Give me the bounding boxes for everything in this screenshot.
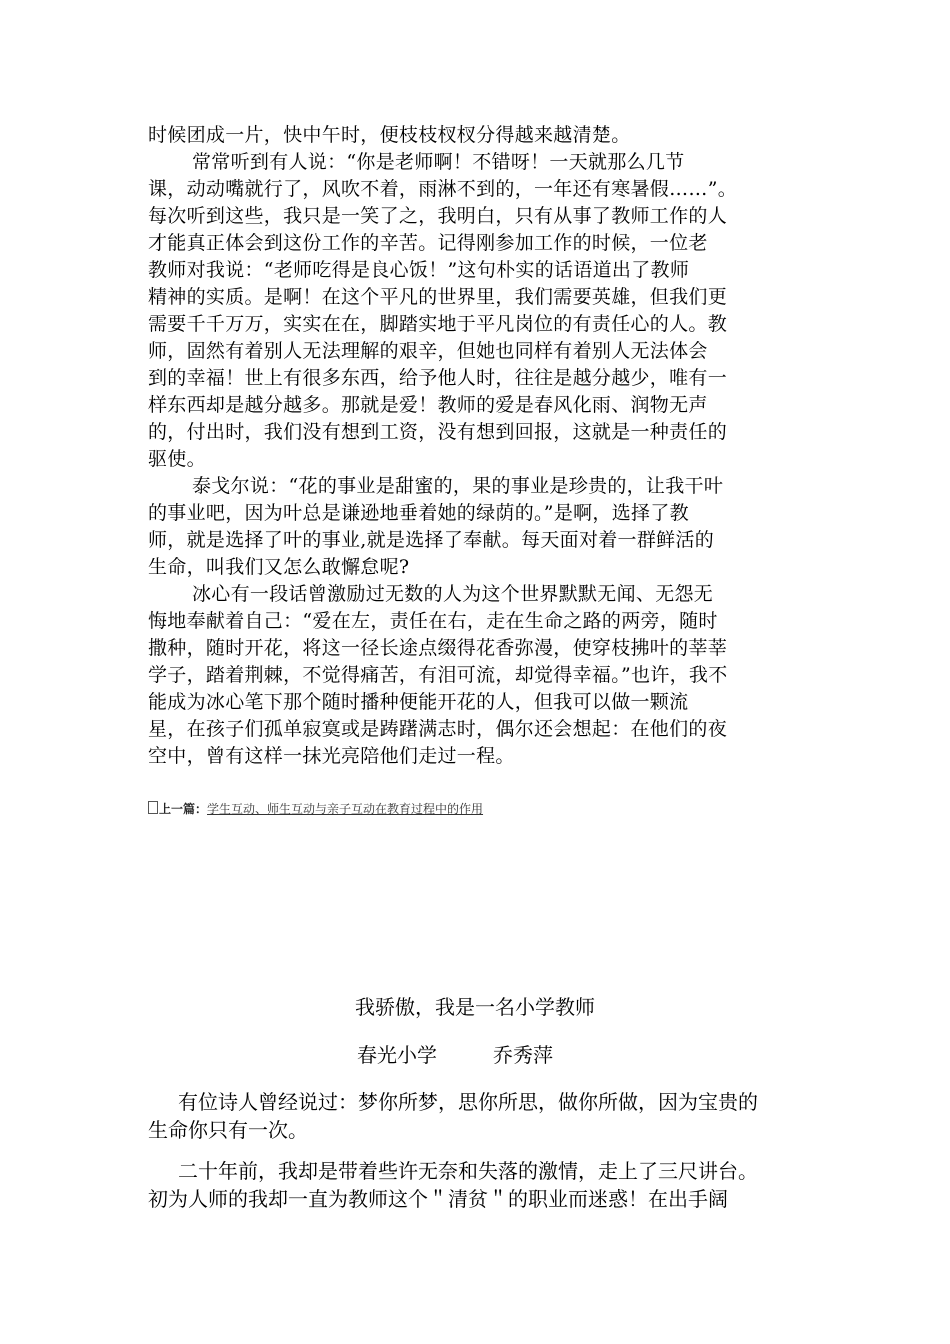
missing-glyph-icon	[148, 801, 158, 814]
text-line: 星，在孩子们孤单寂寞或是踌躇满志时，偶尔还会想起：在他们的夜	[148, 718, 728, 740]
text-line: 精神的实质。是啊！在这个平凡的世界里，我们需要英雄，但我们更	[148, 286, 728, 308]
text-line: 生命你只有一次。	[148, 1118, 308, 1142]
text-line: 需要千千万万，实实在在，脚踏实地于平凡岗位的有责任心的人。教	[148, 313, 728, 335]
text-line: 有位诗人曾经说过：梦你所梦，思你所思，做你所做，因为宝贵的	[178, 1090, 758, 1114]
text-line: 样东西却是越分越多。那就是爱！教师的爱是春风化雨、润物无声	[148, 394, 708, 416]
text-line: 冰心有一段话曾激励过无数的人为这个世界默默无闻、无怨无	[192, 583, 714, 605]
author-name: 乔秀萍	[493, 1043, 553, 1067]
text-line: 到的幸福！世上有很多东西，给予他人时，往往是越分越少，唯有一	[148, 367, 728, 389]
text-line: 每次听到这些，我只是一笑了之，我明白，只有从事了教师工作的人	[148, 205, 728, 227]
text-line: 才能真正体会到这份工作的辛苦。记得刚参加工作的时候，一位老	[148, 232, 708, 254]
school-name: 春光小学	[357, 1043, 437, 1067]
text-line: 的，付出时，我们没有想到工资，没有想到回报，这就是一种责任的	[148, 421, 728, 443]
previous-article-link[interactable]: 学生互动、师生互动与亲子互动在教育过程中的作用	[207, 802, 484, 816]
text-line: 常常听到有人说：“你是老师啊！不错呀！一天就那么几节	[192, 151, 685, 173]
text-line: 能成为冰心笔下那个随时播种便能开花的人，但我可以做一颗流	[148, 691, 689, 713]
text-line: 初为人师的我却一直为教师这个＂清贫＂的职业而迷惑！在出手阔	[148, 1187, 728, 1211]
article-title: 我骄傲，我是一名小学教师	[355, 995, 595, 1019]
paragraph	[148, 1088, 810, 1144]
paragraph	[148, 1157, 810, 1213]
article-body	[148, 122, 808, 770]
text-line: 教师对我说：“老师吃得是良心饭！”这句朴实的话语道出了教师	[148, 259, 690, 281]
author-byline	[357, 1041, 553, 1069]
text-line: 学子，踏着荆棘，不觉得痛苦，有泪可流，却觉得幸福。”也许，我不	[148, 664, 728, 686]
text-line: 的事业吧，因为叶总是谦逊地垂着她的绿荫的。”是啊，选择了教	[148, 502, 689, 524]
text-line: 撒种，随时开花，将这一径长途点缀得花香弥漫，使穿枝拂叶的莘莘	[148, 637, 728, 659]
text-line: 课，动动嘴就行了，风吹不着，雨淋不到的，一年还有寒暑假……”。	[148, 178, 738, 200]
text-line: 生命，叫我们又怎么敢懈怠呢?	[148, 556, 410, 578]
previous-article-label: 上一篇：	[159, 802, 208, 816]
text-line: 悔地奉献着自己：“爱在左，责任在右，走在生命之路的两旁，随时	[148, 610, 718, 632]
previous-article-nav	[148, 800, 483, 818]
text-line: 泰戈尔说：“花的事业是甜蜜的，果的事业是珍贵的，让我干叶	[192, 475, 724, 497]
text-line: 时候团成一片，快中午时，便枝枝杈杈分得越来越清楚。	[148, 124, 631, 146]
text-line: 空中，曾有这样一抹光亮陪他们走过一程。	[148, 745, 515, 767]
text-line: 驱使。	[148, 448, 206, 470]
text-line: 师，就是选择了叶的事业,就是选择了奉献。每天面对着一群鲜活的	[148, 529, 715, 551]
text-line: 二十年前，我却是带着些许无奈和失落的激情，走上了三尺讲台。	[178, 1159, 758, 1183]
text-line: 师，固然有着别人无法理解的艰辛，但她也同样有着别人无法体会	[148, 340, 708, 362]
